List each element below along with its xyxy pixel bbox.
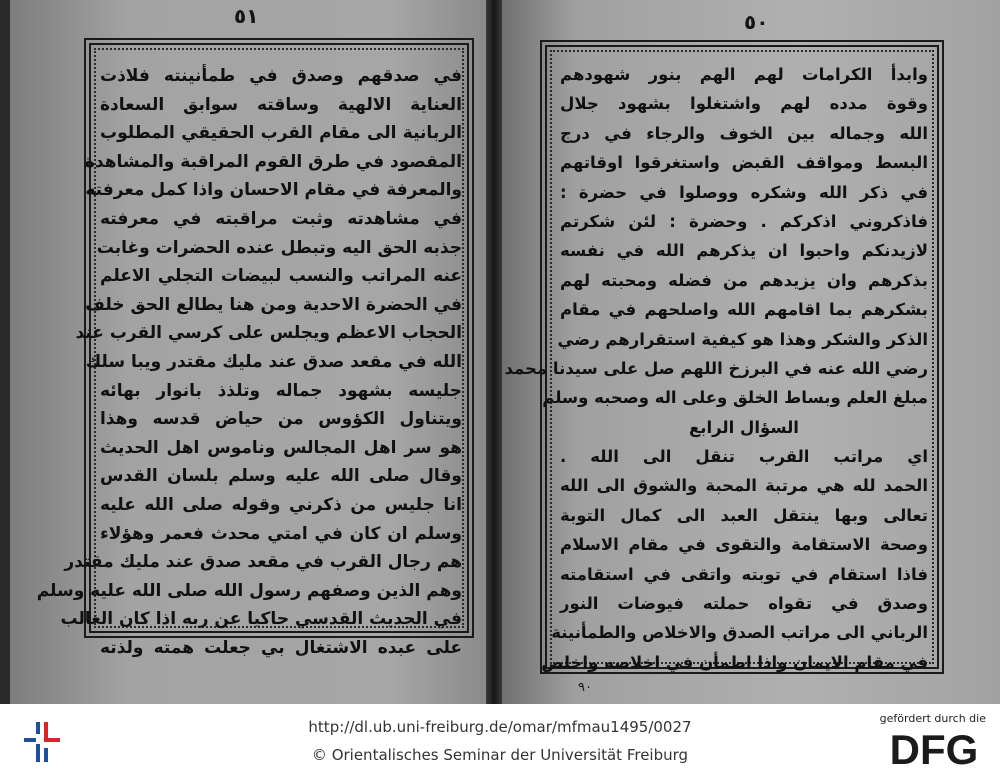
text-line: الربانية الى مقام القرب الحقيقي المطلوب [100, 123, 462, 144]
left-page-text [36, 62, 462, 662]
text-line: والمعرفة في مقام الاحسان واذا كمل معرفته [85, 180, 462, 201]
text-line: هم رجال القرب في مقعد صدق عند مليك مقتدر [64, 552, 462, 573]
dfg-logo-icon [882, 726, 986, 773]
catchword: ٩٠ [578, 680, 592, 695]
text-line: بذكرهم وان يزيدهم من فضله ومحبته لهم [560, 270, 928, 290]
source-url[interactable]: http://dl.ub.uni-freiburg.de/omar/mfmau1495/0027 [308, 718, 692, 736]
text-line: وصحة الاستقامة والتقوى في مقام الاسلام [560, 535, 928, 555]
text-line: وهم الذين وصفهم رسول الله صلى الله عليه وسلم [36, 580, 462, 601]
text-line: وابدأ الكرامات لهم الهم بنور شهودهم [560, 65, 928, 84]
text-line: على عبده الاشتغال بي جعلت همته ولذته [100, 637, 462, 658]
text-line: فاذا استقام في توبته واتقى في استقامته [560, 564, 928, 584]
text-line: فاذكروني اذكركم . وحضرة : لئن شكرتم [560, 211, 928, 231]
text-line: جذبه الحق اليه وتبطل عنده الحضرات وغابت [96, 237, 462, 258]
text-line: لازيدنكم واحبوا ان يذكرهم الله في نفسه [560, 241, 928, 261]
text-line: الرباني الى مراتب الصدق والاخلاص والطمأنينة [551, 623, 928, 643]
dfg-logo-text: DFG [889, 726, 979, 773]
folio-number-left: ٥١ [234, 4, 259, 28]
text-line: العناية الالهية وساقته سوابق السعادة [100, 94, 462, 115]
funding-label: gefördert durch die [879, 712, 986, 725]
text-line: الله وجماله بين الخوف والرجاء في درج [560, 123, 928, 143]
text-line: مبلغ العلم وبساط الخلق وعلى اله وصحبه وسلم [542, 388, 928, 408]
text-line: ويتناول الكؤوس من حياض قدسه وهذا [100, 409, 462, 430]
folio-number-right: ٥٠ [744, 10, 769, 34]
text-line: في مشاهدته وثبت مراقبته في معرفته [100, 208, 462, 229]
copyright-notice: © Orientalisches Seminar der Universität Freiburg [311, 746, 689, 764]
right-page-text [504, 60, 928, 677]
text-line: في ذكر الله وشكره ووصلوا في حضرة : [560, 182, 928, 202]
text-line: اي مراتب القرب تنقل الى الله . [560, 447, 928, 467]
text-line: عنه المراتب والنسب لبيضات التجلي الاعلم [100, 266, 462, 287]
text-line: الحجاب الاعظم ويجلس على كرسي القرب عند [75, 323, 462, 344]
text-line: انا جليس من ذكرني وقوله صلى الله عليه [100, 494, 462, 515]
text-line: هو سر اهل المجالس وناموس اهل الحديث [100, 437, 462, 458]
text-line: في صدقهم وصدق في طمأنينته فلاذت [100, 66, 462, 86]
text-line: رضي الله عنه في البرزخ اللهم صل على سيدنا محمد [504, 358, 928, 378]
text-line: في الحضرة الاحدية ومن هنا يطالع الحق خلف [85, 294, 462, 315]
text-line: وقال صلى الله عليه وسلم بلسان القدس [100, 466, 462, 487]
text-line: جليسه بشهود جماله وتلذذ بانوار بهائه [100, 380, 462, 401]
text-line: البسط ومواقف القبض واستغرقوا اوقاتهم [560, 153, 928, 173]
text-line: في مقام الايمان واذا اطمأن في اخلاصه واخلص [541, 652, 928, 672]
text-line: تعالى وبها ينتقل العبد الى كمال التوبة [560, 505, 928, 525]
book-gutter [486, 0, 502, 704]
text-line: وسلم ان كان في امتي محدث فعمر وهؤلاء [100, 523, 462, 544]
text-line: الله في مقعد صدق عند مليك مقتدر ويبا سلك [85, 351, 462, 372]
text-line: في الحديث القدسي حاكيا عن ربه اذا كان الغالب [60, 609, 462, 630]
text-line: الحمد لله هي مرتبة المحبة والشوق الى الله [560, 476, 928, 496]
section-heading: السؤال الرابع [689, 417, 799, 437]
text-line: بشكرهم بما اقامهم الله واصلحهم في مقام [560, 300, 928, 320]
text-line: وقوة مدده لهم واشتغلوا بشهود جلال [560, 94, 928, 114]
viewer-footer [0, 704, 1000, 776]
text-line: وصدق في تقواه حملته فيوضات النور [560, 594, 928, 614]
text-line: المقصود في طرق القوم المراقبة والمشاهدة [84, 151, 462, 172]
text-line: الذكر والشكر وهذا هو كيفية استقرارهم رضي [557, 329, 928, 349]
